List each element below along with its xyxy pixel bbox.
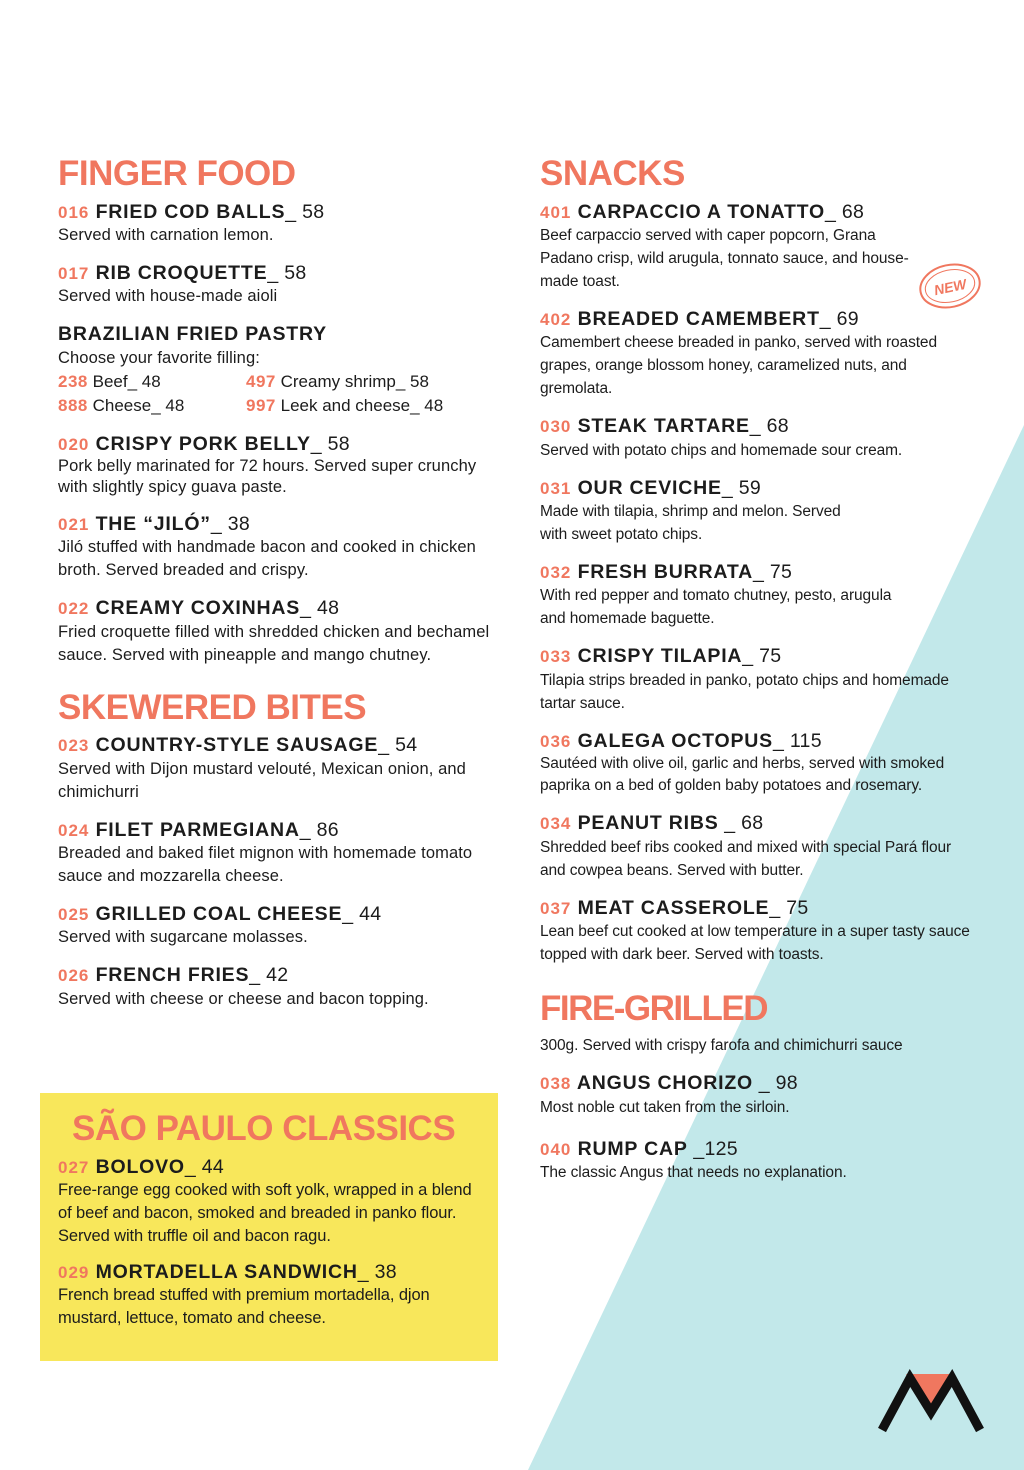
item-name: THE “JILÓ” xyxy=(95,513,211,535)
item-price: _ 58 xyxy=(285,200,325,223)
snacks-section xyxy=(540,155,980,966)
menu-item xyxy=(58,1260,488,1330)
item-price: _ 68 xyxy=(825,200,865,223)
classics-title: SÃO PAULO CLASSICS xyxy=(72,1109,456,1148)
item-code: 036 xyxy=(540,731,572,751)
logo-icon xyxy=(876,1368,986,1436)
menu-item xyxy=(58,902,498,949)
item-code: 034 xyxy=(540,814,572,834)
item-code: 016 xyxy=(58,202,90,222)
finger-food-title: FINGER FOOD xyxy=(58,154,296,193)
item-price: _ 86 xyxy=(299,818,339,841)
new-badge-label: NEW xyxy=(932,275,968,299)
item-name: BREADED CAMEMBERT xyxy=(577,307,820,330)
menu-item xyxy=(540,476,980,546)
item-name: GALEGA OCTOPUS xyxy=(577,729,773,752)
item-description: Served with sugarcane molasses. xyxy=(58,928,308,947)
item-name: BOLOVO xyxy=(95,1155,185,1178)
menu-item xyxy=(540,414,980,461)
item-code: 030 xyxy=(540,417,572,437)
item-name: MORTADELLA SANDWICH xyxy=(95,1260,358,1283)
item-name: MEAT CASSEROLE xyxy=(577,896,770,919)
menu-item xyxy=(58,512,498,582)
filling-option: 997 Leek and cheese_ 48 xyxy=(246,395,444,415)
menu-item xyxy=(58,596,498,666)
item-description: Tilapia strips breaded in panko, potato chips and homemade tartar sauce. xyxy=(540,671,949,712)
item-price: _ 68 xyxy=(718,812,764,835)
item-price: _ 58 xyxy=(310,432,350,455)
filling-option: 497 Creamy shrimp_ 58 xyxy=(246,371,429,391)
item-name: OUR CEVICHE xyxy=(577,476,722,499)
skewered-title: SKEWERED BITES xyxy=(58,687,367,727)
item-price: _ 38 xyxy=(210,513,251,535)
menu-item xyxy=(58,818,498,888)
fire-grilled-section xyxy=(540,990,980,1184)
pastry-item xyxy=(58,322,498,417)
fire-grilled-intro: 300g. Served with crispy farofa and chimichurri sauce xyxy=(540,1037,903,1055)
item-description: Lean beef cut cooked at low temperature in a super tasty sauce topped with dark beer. Served with toasts. xyxy=(540,922,970,963)
menu-item xyxy=(540,896,980,966)
finger-food-section xyxy=(58,155,498,667)
item-description: Served with Dijon mustard velouté, Mexican onion, and chimichurri xyxy=(58,759,466,801)
item-description: Made with tilapia, shrimp and melon. Served with sweet potato chips. xyxy=(540,503,841,543)
item-price: _ 75 xyxy=(753,561,793,583)
item-description: The classic Angus that needs no explanation. xyxy=(540,1164,847,1182)
item-name: CRISPY TILAPIA xyxy=(577,645,743,668)
menu-item xyxy=(58,963,498,1010)
item-description: Served with house-made aioli xyxy=(58,287,278,306)
item-price: _ 44 xyxy=(342,903,382,925)
item-name: CREAMY COXINHAS xyxy=(95,597,301,620)
item-code: 032 xyxy=(540,563,572,582)
item-description: Fried croquette filled with shredded chicken and bechamel sauce. Served with pineapple and mango chutney. xyxy=(58,622,490,664)
item-code: 033 xyxy=(540,647,572,667)
menu-item xyxy=(540,307,980,400)
item-price: _ 59 xyxy=(721,476,761,499)
item-code: 022 xyxy=(58,599,90,619)
item-name: PEANUT RIBS xyxy=(577,812,719,835)
item-code: 023 xyxy=(58,736,90,756)
filling-option: 238 Beef_ 48 xyxy=(58,371,161,391)
menu-item xyxy=(540,644,980,714)
left-column xyxy=(58,155,498,1025)
fire-grilled-title: FIRE-GRILLED xyxy=(540,988,767,1028)
item-code: 017 xyxy=(58,263,90,283)
item-price: _ 42 xyxy=(249,964,289,987)
item-description: Served with potato chips and homemade sour cream. xyxy=(540,441,903,459)
classics-section xyxy=(58,1110,488,1344)
item-price: _ 38 xyxy=(357,1260,397,1283)
menu-item xyxy=(58,733,498,803)
item-code: 401 xyxy=(540,202,572,222)
item-description: Camembert cheese breaded in panko, served with roasted grapes, orange blossom honey, caramelized nuts, and gremolata. xyxy=(540,334,937,398)
item-code: 027 xyxy=(58,1157,90,1177)
item-name: GRILLED COAL CHEESE xyxy=(95,903,343,925)
item-description: Breaded and baked filet mignon with homemade tomato sauce and mozzarella cheese. xyxy=(58,844,473,885)
item-price: _ 54 xyxy=(378,734,418,757)
new-badge-icon xyxy=(916,260,984,312)
item-price: _ 75 xyxy=(742,645,782,668)
item-description: Free-range egg cooked with soft yolk, wrapped in a blend of beef and bacon, smoked and breaded in panko flour. Served with truffle oil and bacon ragu. xyxy=(58,1180,472,1245)
item-name: ANGUS CHORIZO xyxy=(576,1072,754,1095)
item-price: _ 98 xyxy=(753,1072,798,1095)
item-description: Served with cheese or cheese and bacon topping. xyxy=(58,989,429,1008)
item-name: FRESH BURRATA xyxy=(577,561,754,583)
item-code: 020 xyxy=(58,434,90,454)
menu-item xyxy=(58,432,498,498)
pastry-name: BRAZILIAN FRIED PASTRY xyxy=(58,323,327,346)
item-price: _ 75 xyxy=(769,896,809,919)
item-code: 024 xyxy=(58,820,90,840)
menu-item xyxy=(540,811,980,881)
item-price: _ 68 xyxy=(749,415,789,438)
menu-item xyxy=(540,200,980,293)
item-name: CARPACCIO A TONATTO xyxy=(577,200,825,223)
pastry-intro: Choose your favorite filling: xyxy=(58,348,260,367)
item-description: Shredded beef ribs cooked and mixed with special Pará flour and cowpea beans. Served with butter. xyxy=(540,838,952,879)
menu-item xyxy=(540,560,980,630)
item-name: RIB CROQUETTE xyxy=(95,261,268,284)
item-price: _ 115 xyxy=(772,729,822,752)
filling-option: 888 Cheese_ 48 xyxy=(58,395,185,415)
item-code: 038 xyxy=(540,1074,572,1094)
item-code: 402 xyxy=(540,309,572,329)
item-code: 031 xyxy=(540,478,572,498)
item-description: Jiló stuffed with handmade bacon and cooked in chicken broth. Served breaded and crispy. xyxy=(58,538,476,580)
menu-item xyxy=(540,1071,980,1118)
item-code: 037 xyxy=(540,898,572,918)
pastry-fillings xyxy=(58,370,498,418)
item-code: 026 xyxy=(58,966,90,986)
item-code: 021 xyxy=(58,515,90,534)
item-name: RUMP CAP xyxy=(577,1137,688,1160)
item-code: 029 xyxy=(58,1262,90,1282)
item-description: Most noble cut taken from the sirloin. xyxy=(540,1098,790,1116)
item-description: Served with carnation lemon. xyxy=(58,225,274,244)
snacks-title: SNACKS xyxy=(540,154,685,193)
item-description: Beef carpaccio served with caper popcorn, Grana Padano crisp, wild arugula, tonnato sauce, and house-made toast. xyxy=(540,226,909,290)
item-description: With red pepper and tomato chutney, pesto, arugula and homemade baguette. xyxy=(540,587,892,628)
menu-item xyxy=(58,1155,488,1248)
item-name: FILET PARMEGIANA xyxy=(95,818,300,841)
item-description: Sautéed with olive oil, garlic and herbs, served with smoked paprika on a bed of golden baby potatoes and rosemary. xyxy=(540,755,945,795)
item-code: 025 xyxy=(58,905,90,924)
item-code: 040 xyxy=(540,1139,572,1159)
menu-item xyxy=(540,729,980,797)
item-description: French bread stuffed with premium mortadella, djon mustard, lettuce, tomato and cheese. xyxy=(58,1286,430,1328)
menu-item xyxy=(58,261,498,308)
item-price: _ 44 xyxy=(184,1155,225,1178)
menu-item xyxy=(540,1137,980,1184)
item-price: _ 48 xyxy=(300,597,340,620)
item-name: CRISPY PORK BELLY xyxy=(95,432,311,455)
item-name: FRIED COD BALLS xyxy=(95,200,286,223)
item-description: Pork belly marinated for 72 hours. Served super crunchy with slightly spicy guava paste. xyxy=(58,457,477,496)
skewered-section xyxy=(58,689,498,1011)
item-price: _125 xyxy=(687,1137,738,1160)
item-name: STEAK TARTARE xyxy=(577,415,750,438)
menu-item xyxy=(58,200,498,247)
item-name: COUNTRY-STYLE SAUSAGE xyxy=(95,734,379,757)
right-column xyxy=(540,155,980,1198)
item-name: FRENCH FRIES xyxy=(95,964,250,987)
item-price: _ 58 xyxy=(267,261,307,284)
item-price: _ 69 xyxy=(819,307,859,330)
